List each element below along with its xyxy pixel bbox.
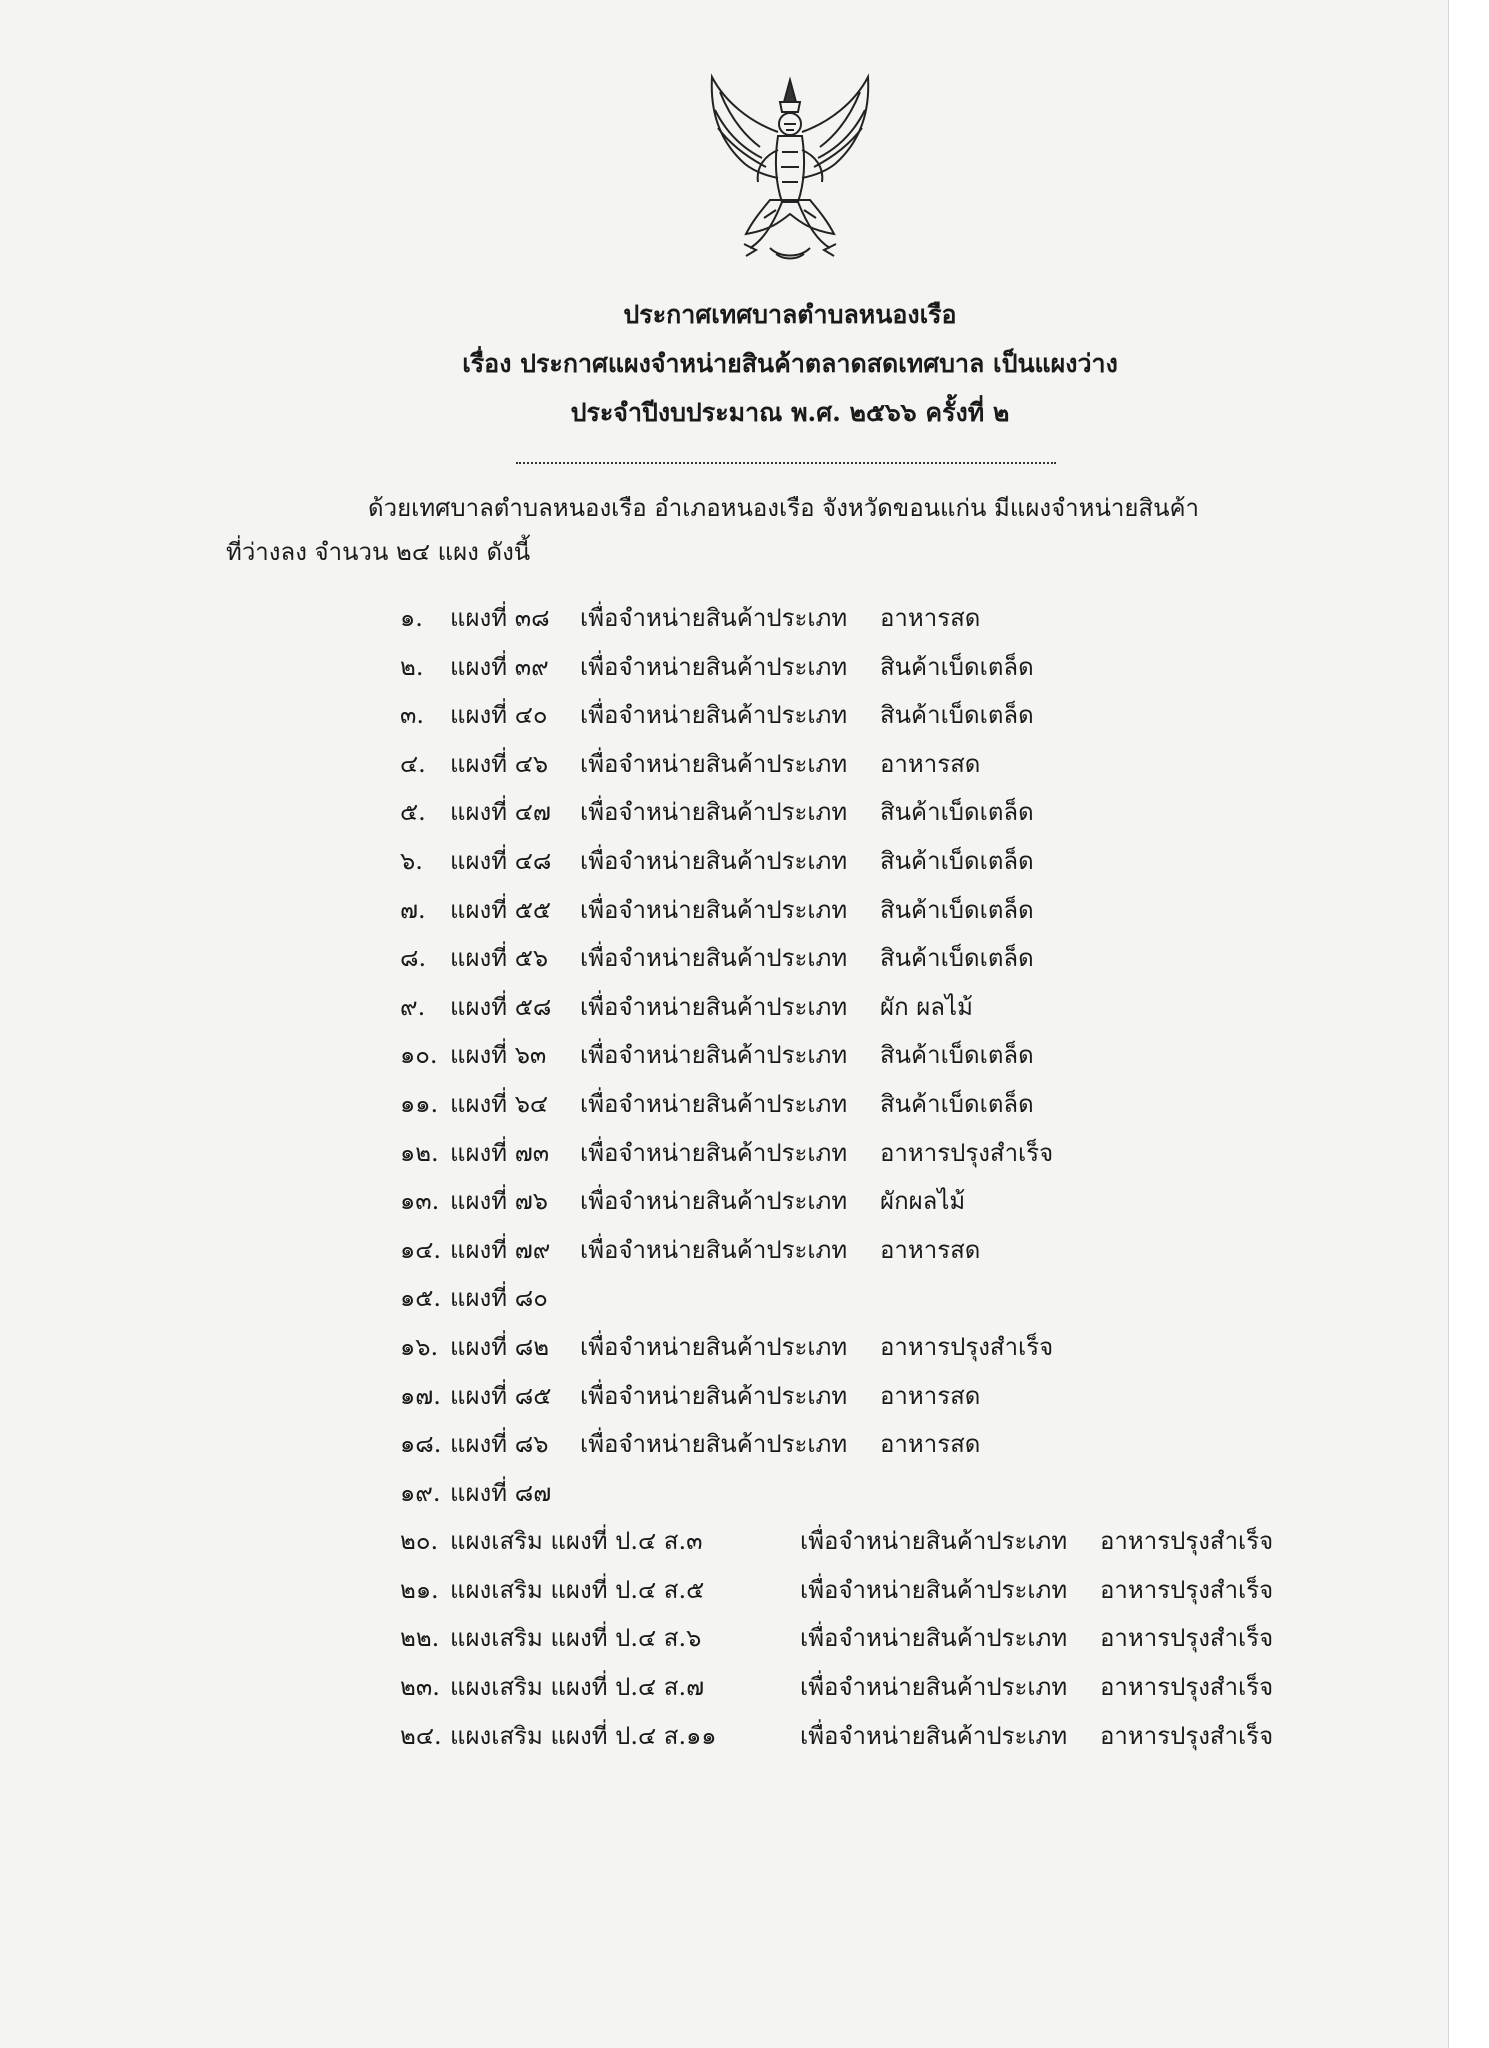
stall-purpose: เพื่อจำหน่ายสินค้าประเภท [800, 1624, 1068, 1653]
stall-purpose: เพื่อจำหน่ายสินค้าประเภท [580, 652, 848, 681]
stall-category: สินค้าเบ็ดเตล็ด [880, 1089, 1034, 1118]
stall-num: ๑๖. [400, 1332, 439, 1361]
stall-label: แผงเสริม แผงที่ ป.๔ ส.๕ [450, 1575, 705, 1604]
stall-category: อาหารปรุงสำเร็จ [1100, 1673, 1274, 1702]
stall-label: แผงที่ ๘๗ [450, 1478, 552, 1507]
stall-list [400, 594, 1273, 1760]
stall-label: แผงที่ ๘๒ [450, 1332, 550, 1361]
stall-purpose: เพื่อจำหน่ายสินค้าประเภท [580, 749, 848, 778]
title-line-organization: ประกาศเทศบาลตำบลหนองเรือ [623, 300, 957, 329]
stall-category: อาหารปรุงสำเร็จ [1100, 1575, 1274, 1604]
stall-item [400, 1080, 1273, 1129]
stall-item [400, 740, 1273, 789]
stall-num: ๑๓. [400, 1187, 440, 1216]
stall-num: ๔. [400, 749, 426, 778]
stall-num: ๑. [400, 604, 423, 632]
stall-category: อาหารสด [880, 749, 981, 778]
stall-label: แผงที่ ๔๐ [450, 701, 548, 730]
stall-num: ๑๘. [400, 1430, 442, 1459]
stall-label: แผงที่ ๗๖ [450, 1187, 548, 1216]
stall-purpose: เพื่อจำหน่ายสินค้าประเภท [580, 1138, 848, 1167]
stall-item [400, 1614, 1273, 1663]
garuda-emblem-icon [700, 72, 880, 262]
stall-purpose: เพื่อจำหน่ายสินค้าประเภท [580, 1430, 848, 1459]
stall-purpose: เพื่อจำหน่ายสินค้าประเภท [580, 701, 848, 730]
stall-category: อาหารสด [880, 1235, 981, 1264]
stall-purpose: เพื่อจำหน่ายสินค้าประเภท [580, 1041, 848, 1070]
stall-num: ๕. [400, 798, 426, 827]
stall-purpose: เพื่อจำหน่ายสินค้าประเภท [580, 1089, 848, 1118]
stall-label: แผงที่ ๕๘ [450, 992, 552, 1021]
stall-category: สินค้าเบ็ดเตล็ด [880, 701, 1034, 730]
stall-item [400, 1372, 1273, 1421]
stall-label: แผงเสริม แผงที่ ป.๔ ส.๖ [450, 1624, 702, 1653]
stall-item [400, 837, 1273, 886]
stall-label: แผงที่ ๗๙ [450, 1235, 551, 1264]
stall-item [400, 934, 1273, 983]
stall-label: แผงที่ ๘๕ [450, 1381, 552, 1410]
stall-purpose: เพื่อจำหน่ายสินค้าประเภท [580, 1381, 848, 1410]
stall-category: อาหารสด [880, 604, 981, 632]
stall-category: อาหารปรุงสำเร็จ [880, 1138, 1054, 1167]
stall-num: ๑๑. [400, 1089, 439, 1118]
stall-label: แผงเสริม แผงที่ ป.๔ ส.๓ [450, 1527, 703, 1556]
stall-category: อาหารสด [880, 1381, 981, 1410]
stall-purpose: เพื่อจำหน่ายสินค้าประเภท [800, 1575, 1068, 1604]
stall-purpose: เพื่อจำหน่ายสินค้าประเภท [580, 846, 848, 875]
stall-item [400, 1177, 1273, 1226]
stall-num: ๗. [400, 895, 426, 924]
stall-purpose: เพื่อจำหน่ายสินค้าประเภท [580, 944, 848, 973]
stall-purpose: เพื่อจำหน่ายสินค้าประเภท [580, 1235, 848, 1264]
intro-line-2: ที่ว่างลง จำนวน ๒๔ แผง ดังนี้ [226, 538, 531, 566]
stall-category: สินค้าเบ็ดเตล็ด [880, 1041, 1034, 1070]
stall-num: ๒๓. [400, 1673, 440, 1702]
stall-purpose: เพื่อจำหน่ายสินค้าประเภท [800, 1527, 1068, 1556]
stall-num: ๑๒. [400, 1138, 439, 1167]
stall-category: สินค้าเบ็ดเตล็ด [880, 846, 1034, 875]
stall-category: อาหารปรุงสำเร็จ [1100, 1527, 1274, 1556]
stall-num: ๒๐. [400, 1527, 439, 1556]
title-line-subject: เรื่อง ประกาศแผงจำหน่ายสินค้าตลาดสดเทศบาล เป็นแผงว่าง [462, 349, 1118, 378]
intro-line-1: ด้วยเทศบาลตำบลหนองเรือ อำเภอหนองเรือ จังหวัดขอนแก่น มีแผงจำหน่ายสินค้า [368, 494, 1200, 522]
stall-label: แผงที่ ๘๖ [450, 1430, 549, 1459]
stall-label: แผงที่ ๖๓ [450, 1041, 547, 1070]
stall-item [400, 1420, 1273, 1469]
stall-num: ๒๑. [400, 1575, 439, 1604]
stall-category: ผัก ผลไม้ [880, 992, 973, 1021]
stall-num: ๑๕. [400, 1284, 442, 1313]
stall-item [400, 1712, 1273, 1761]
stall-item [400, 1469, 1273, 1518]
stall-label: แผงที่ ๘๐ [450, 1284, 548, 1313]
stall-label: แผงที่ ๗๓ [450, 1138, 550, 1167]
stall-num: ๑๔. [400, 1235, 442, 1264]
stall-category: อาหารปรุงสำเร็จ [1100, 1624, 1274, 1653]
stall-label: แผงที่ ๔๖ [450, 749, 549, 778]
stall-num: ๒. [400, 652, 424, 681]
stall-item [400, 1226, 1273, 1275]
title-line-fiscal-year: ประจำปีงบประมาณ พ.ศ. ๒๕๖๖ ครั้งที่ ๒ [570, 398, 1010, 427]
stall-item [400, 983, 1273, 1032]
stall-num: ๑๐. [400, 1041, 438, 1070]
announcement-title [0, 290, 1489, 437]
stall-category: ผักผลไม้ [880, 1187, 966, 1216]
stall-item [400, 691, 1273, 740]
stall-item [400, 1031, 1273, 1080]
dotted-divider [516, 462, 1056, 464]
stall-category: สินค้าเบ็ดเตล็ด [880, 652, 1034, 681]
stall-num: ๖. [400, 846, 423, 875]
stall-category: สินค้าเบ็ดเตล็ด [880, 895, 1034, 924]
stall-purpose: เพื่อจำหน่ายสินค้าประเภท [800, 1673, 1068, 1702]
stall-category: สินค้าเบ็ดเตล็ด [880, 944, 1034, 973]
stall-item [400, 1566, 1273, 1615]
stall-category: อาหารสด [880, 1430, 981, 1459]
stall-item [400, 1663, 1273, 1712]
stall-label: แผงเสริม แผงที่ ป.๔ ส.๑๑ [450, 1721, 717, 1750]
stall-label: แผงที่ ๕๖ [450, 944, 549, 973]
stall-purpose: เพื่อจำหน่ายสินค้าประเภท [580, 895, 848, 924]
stall-label: แผงที่ ๓๘ [450, 604, 550, 632]
stall-label: แผงที่ ๔๗ [450, 798, 551, 827]
stall-category: สินค้าเบ็ดเตล็ด [880, 798, 1034, 827]
stall-num: ๓. [400, 701, 425, 730]
stall-num: ๘. [400, 944, 427, 973]
stall-item [400, 886, 1273, 935]
stall-item [400, 1129, 1273, 1178]
stall-item [400, 1323, 1273, 1372]
stall-num: ๒๔. [400, 1721, 442, 1750]
stall-item [400, 788, 1273, 837]
stall-label: แผงที่ ๕๕ [450, 895, 552, 924]
stall-label: แผงที่ ๔๘ [450, 846, 552, 875]
stall-label: แผงเสริม แผงที่ ป.๔ ส.๗ [450, 1673, 705, 1702]
stall-label: แผงที่ ๖๔ [450, 1089, 549, 1118]
intro-paragraph [226, 486, 1326, 574]
stall-item [400, 1517, 1273, 1566]
stall-item [400, 643, 1273, 692]
stall-purpose: เพื่อจำหน่ายสินค้าประเภท [580, 1187, 848, 1216]
stall-purpose: เพื่อจำหน่ายสินค้าประเภท [580, 992, 848, 1021]
stall-num: ๑๙. [400, 1478, 441, 1507]
stall-item [400, 1274, 1273, 1323]
stall-item [400, 594, 1273, 643]
stall-purpose: เพื่อจำหน่ายสินค้าประเภท [580, 604, 848, 632]
stall-num: ๙. [400, 992, 426, 1021]
stall-num: ๑๗. [400, 1381, 441, 1410]
stall-purpose: เพื่อจำหน่ายสินค้าประเภท [580, 798, 848, 827]
stall-purpose: เพื่อจำหน่ายสินค้าประเภท [580, 1332, 848, 1361]
stall-purpose: เพื่อจำหน่ายสินค้าประเภท [800, 1721, 1068, 1750]
stall-category: อาหารปรุงสำเร็จ [880, 1332, 1054, 1361]
stall-label: แผงที่ ๓๙ [450, 652, 549, 681]
stall-category: อาหารปรุงสำเร็จ [1100, 1721, 1274, 1750]
stall-num: ๒๒. [400, 1624, 440, 1653]
page-edge [1448, 0, 1489, 2048]
